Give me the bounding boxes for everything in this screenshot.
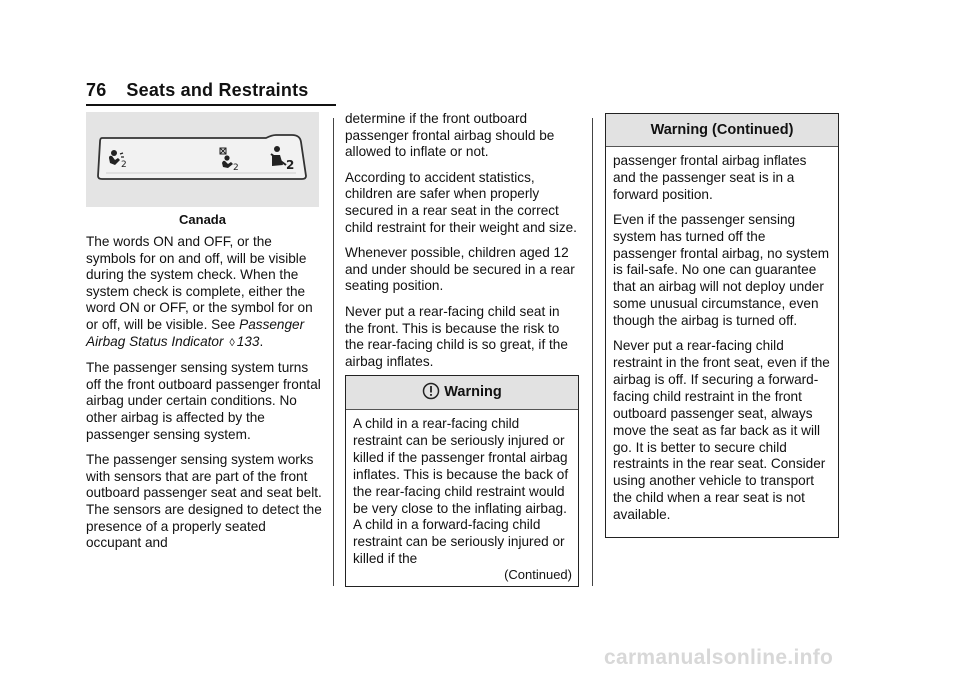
paragraph: The passenger sensing system works with sensors that are part of the front outboard passenger seat and seat belt. The sensors are designed to detect the presence of a properly seated occupant and (86, 452, 322, 551)
paragraph: Even if the passenger sensing system has turned off the passenger frontal airbag, no system is fail-safe. No one can guarantee that an airbag will not deploy under some unusual circumstance, even though the airbag is turned off. (613, 211, 830, 329)
warning-header (346, 376, 578, 410)
warning-continued-box (605, 113, 839, 538)
header-rule (86, 104, 336, 106)
paragraph-end: . (259, 333, 264, 349)
column-2 (345, 111, 581, 379)
page-header (86, 80, 336, 101)
paragraph: Never put a rear-facing child restraint in the front seat, even if the airbag is off. If securing a forward-facing child restraint in the front outboard passenger seat, always move the seat as far back as it will go. It is better to secure child restraints in the rear seat. Consider using another vehicle to transport the child when a rear seat is not available. (613, 338, 830, 523)
warning-icon (422, 382, 440, 400)
warning-body: A child in a rear-facing child restraint can be seriously injured or killed if the passenger frontal airbag inflates. This is because the back of the rear-facing child restraint would be very close to the inflating airbag. A child in a forward-facing child restraint can be seriously injured or killed if the (353, 416, 569, 567)
paragraph (86, 234, 322, 351)
paragraph: determine if the front outboard passenger frontal airbag should be allowed to inflate or not. (345, 111, 555, 160)
cross-reference-page[interactable]: 133 (236, 333, 260, 349)
warning-box (345, 375, 579, 587)
warning-continued-body (606, 147, 838, 524)
column-divider (333, 118, 334, 586)
paragraph: The passenger sensing system turns off the front outboard passenger frontal airbag under certain conditions. No other airbag is affected by the passenger sensing system. (86, 360, 321, 442)
paragraph: Never put a rear-facing child seat in the front. This is because the risk to the rear-facing child is so great, if the airbag inflates. (345, 303, 568, 369)
svg-text:2: 2 (286, 158, 295, 172)
paragraph: According to accident statistics, children are safer when properly secured in a rear seat in the correct child restraint for their weight and size. (345, 169, 577, 235)
cross-reference-link[interactable]: Passenger Airbag Status Indicator (86, 316, 305, 349)
column-divider (592, 118, 593, 586)
column-1 (86, 234, 322, 561)
section-title: Seats and Restraints (126, 80, 309, 100)
continued-label: (Continued) (504, 567, 572, 582)
warning-continued-title: Warning (Continued) (606, 114, 838, 147)
svg-text:2: 2 (121, 160, 127, 170)
page-reference-icon: ◊ (229, 336, 235, 349)
svg-text:2: 2 (233, 163, 239, 173)
paragraph-text: The words ON and OFF, or the symbols for on and off, will be visible during the system check. When the system check is complete, either the word ON or OFF, or the symbol for on or off, will be visible. See (86, 234, 313, 332)
warning-title: Warning (444, 384, 502, 400)
passenger-airbag-indicator-panel (96, 132, 308, 182)
figure-caption: Canada (179, 212, 226, 227)
paragraph: passenger frontal airbag inflates and the passenger seat is in a forward position. (613, 153, 807, 202)
watermark: carmanualsonline.info (604, 646, 834, 669)
page-number: 76 (86, 80, 107, 100)
paragraph: Whenever possible, children aged 12 and under should be secured in a rear seating position. (345, 245, 575, 294)
status-indicator-figure (86, 112, 319, 207)
